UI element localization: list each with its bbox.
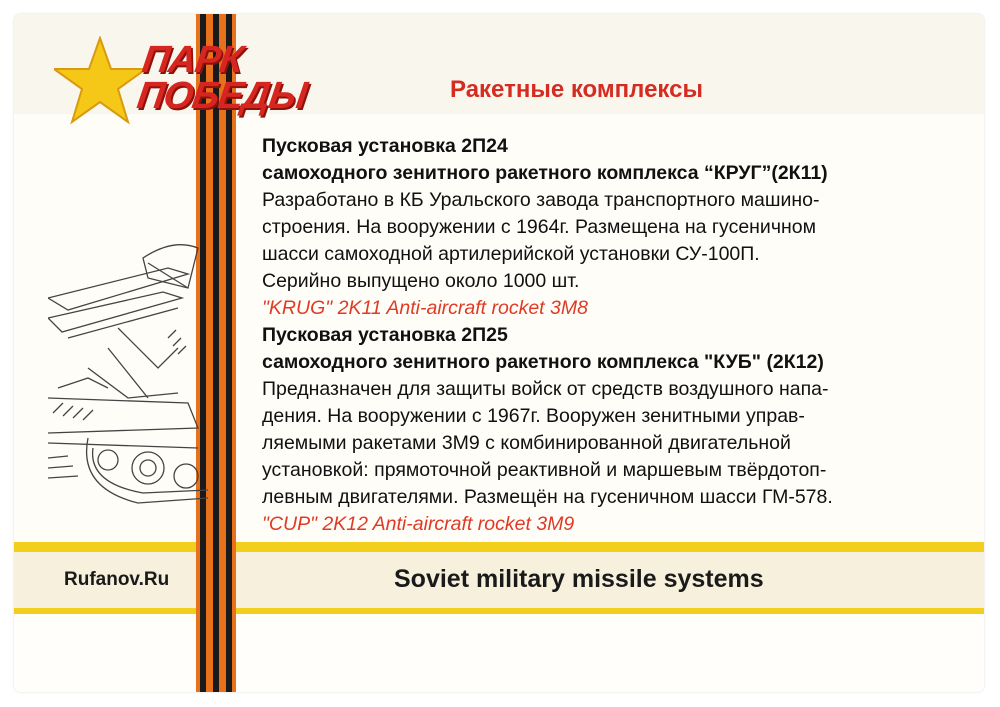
entry-line: Серийно выпущено около 1000 шт. bbox=[262, 270, 580, 292]
entry-line: строения. На вооружении с 1964г. Размещена на гусеничном bbox=[262, 216, 817, 238]
postcard bbox=[14, 14, 984, 692]
entry-krug bbox=[262, 133, 972, 322]
launcher-sketch bbox=[48, 228, 208, 518]
entry-english: "KRUG" 2K11 Anti-aircraft rocket 3M8 bbox=[262, 297, 588, 319]
entry-subtitle: самоходного зенитного ракетного комплекса "КУБ" (2К12) bbox=[262, 351, 824, 373]
entry-line: шасси самоходной артилерийской установки СУ-100П. bbox=[262, 243, 760, 265]
entry-english: "CUP" 2K12 Anti-aircraft rocket 3M9 bbox=[262, 513, 575, 535]
entry-line: Предназначен для защиты войск от средств воздушного напа- bbox=[262, 378, 829, 400]
entry-title: Пусковая установка 2П25 bbox=[262, 324, 508, 346]
entry-subtitle: самоходного зенитного ракетного комплекса “КРУГ”(2К11) bbox=[262, 162, 828, 184]
logo-line-2: ПОБЕДЫ bbox=[134, 75, 310, 117]
footer-title: Soviet military missile systems bbox=[394, 565, 764, 593]
yellow-divider-bottom bbox=[14, 608, 984, 614]
park-pobedy-logo bbox=[54, 36, 354, 126]
entry-kub bbox=[262, 322, 972, 538]
entry-line: Разработано в КБ Уральского завода транспортного машино- bbox=[262, 189, 820, 211]
logo-line-1: ПАРК bbox=[139, 39, 245, 81]
entry-line: левным двигателями. Размещён на гусеничном шасси ГМ-578. bbox=[262, 486, 833, 508]
yellow-divider-top bbox=[14, 542, 984, 552]
site-url: Rufanov.Ru bbox=[64, 569, 170, 590]
logo-text bbox=[134, 39, 314, 117]
description-text bbox=[262, 133, 972, 538]
entry-line: ляемыми ракетами 3М9 с комбинированной двигательной bbox=[262, 432, 791, 454]
entry-line: установкой: прямоточной реактивной и маршевым твёрдотоп- bbox=[262, 459, 827, 481]
entry-line: дения. На вооружении с 1967г. Вооружен зенитными управ- bbox=[262, 405, 805, 427]
section-title: Ракетные комплексы bbox=[450, 76, 703, 103]
entry-title: Пусковая установка 2П24 bbox=[262, 135, 508, 157]
